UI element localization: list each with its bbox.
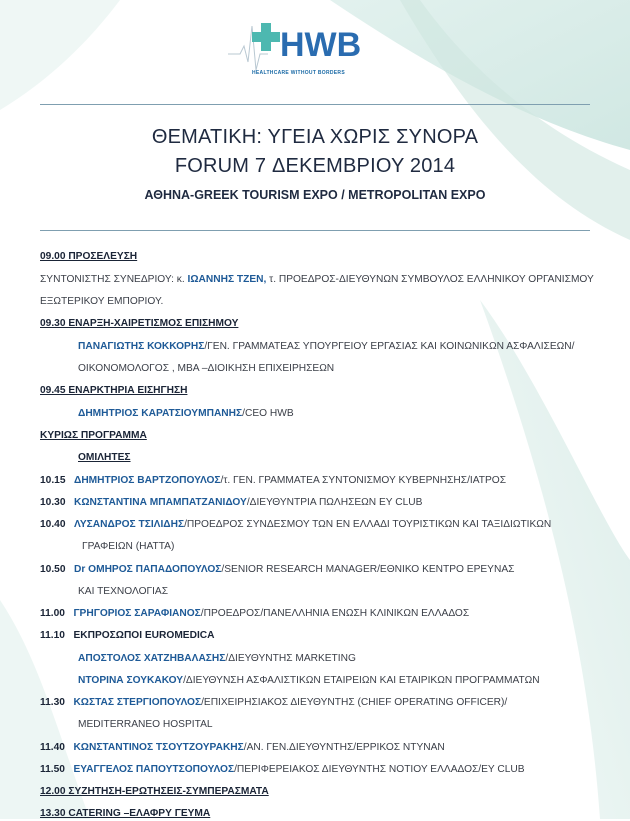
speaker-row	[40, 741, 445, 755]
speaker-role: /ΕΠΙΧΕΙΡΗΣΙΑΚΟΣ ΔΙΕΥΘΥΝΤΗΣ (CHIEF OPERATING OFFICER)/	[201, 697, 508, 708]
speaker-role-cont: ΚΑΙ ΤΕΧΝΟΛΟΓΙΑΣ	[78, 586, 169, 597]
venue-line: ΑΘΗΝΑ-GREEK TOURISM EXPO / METROPOLITAN EXPO	[144, 188, 486, 202]
speaker-time: 11.00	[40, 608, 65, 619]
speaker-role: /ΑΝ. ΓΕΝ.ΔΙΕΥΘΥΝΤΗΣ/ΕΡΡΙΚΟΣ ΝΤΥΝΑΝ	[243, 742, 445, 753]
speaker-role: /ΠΡΟΕΔΡΟΣ ΣΥΝΔΕΣΜΟΥ ΤΩΝ ΕΝ ΕΛΛΑΔΙ ΤΟΥΡΙΣΤΙΚΩΝ ΚΑΙ ΤΑΞΙΔΙΩΤΙΚΩΝ	[184, 519, 552, 530]
speaker-row	[40, 496, 422, 510]
keynote-speaker-line	[78, 407, 294, 421]
arrival-item: 09.00 ΠΡΟΣΕΛΕΥΣΗ	[40, 251, 138, 262]
speaker-name: ΚΩΝΣΤΑΝΤΙΝΑ ΜΠΑΜΠΑΤΖΑΝΙΔΟΥ	[74, 497, 247, 508]
speaker-role: /ΔΙΕΥΘΥΝΤΗΣ MARKETING	[225, 653, 356, 664]
speaker-name: ΚΩΝΣΤΑΝΤΙΝΟΣ ΤΣΟΥΤΖΟΥΡΑΚΗΣ	[73, 742, 244, 753]
logo-tagline: HEALTHCARE WITHOUT BORDERS	[252, 70, 345, 76]
bottom-divider	[40, 230, 590, 231]
moderator-prefix: ΣΥΝΤΟΝΙΣΤΗΣ ΣΥΝΕΔΡΙΟΥ: κ.	[40, 274, 188, 285]
speaker-role: /τ. ΓΕΝ. ΓΡΑΜΜΑΤΕΑ ΣΥΝΤΟΝΙΣΜΟΥ ΚΥΒΕΡΝΗΣΗΣ/ΙΑΤΡΟΣ	[220, 475, 507, 486]
speakers-heading: ΟΜΙΛΗΤΕΣ	[78, 452, 131, 463]
speaker-row	[40, 518, 551, 532]
speaker-role: /ΠΡΟΕΔΡΟΣ/ΠΑΝΕΛΛΗΝΙΑ ΕΝΩΣΗ ΚΛΙΝΙΚΩΝ ΕΛΛΑΔΟΣ	[200, 608, 470, 619]
moderator-name: ΙΩΑΝΝΗΣ ΤΖΕΝ,	[187, 274, 267, 285]
speaker-name: ΝΤΟΡΙΝΑ ΣΟΥΚΑΚΟΥ	[78, 675, 184, 686]
speaker-row	[78, 652, 356, 666]
speaker-name: ΚΩΣΤΑΣ ΣΤΕΡΓΙΟΠΟΥΛΟΣ	[73, 697, 202, 708]
catering-item: 13.30 CATERING –ΕΛΑΦΡΥ ΓΕΥΜΑ	[40, 808, 211, 819]
top-divider	[40, 104, 590, 105]
opening-speaker-line	[78, 340, 574, 354]
main-program-heading: ΚΥΡΙΩΣ ΠΡΟΓΡΑΜΜΑ	[40, 430, 147, 441]
speaker-name: ΕΥΑΓΓΕΛΟΣ ΠΑΠΟΥΤΣΟΠΟΥΛΟΣ	[73, 764, 235, 775]
opening-item: 09.30 ΕΝΑΡΞΗ-ΧΑΙΡΕΤΙΣΜΟΣ ΕΠΙΣΗΜΟΥ	[40, 318, 239, 329]
speaker-role-cont: MEDITERRANEO HOSPITAL	[78, 719, 213, 730]
opening-speaker-name: ΠΑΝΑΓΙΩΤΗΣ ΚΟΚΚΟΡΗΣ	[78, 341, 205, 352]
moderator-line	[40, 273, 594, 287]
speaker-row	[78, 674, 540, 688]
speaker-name: ΛΥΣΑΝΔΡΟΣ ΤΣΙΛΙΔΗΣ	[74, 519, 185, 530]
speaker-time: 11.50	[40, 764, 65, 775]
speaker-name: Dr ΟΜΗΡΟΣ ΠΑΠΑΔΟΠΟΥΛΟΣ	[74, 564, 222, 575]
title-line-1: ΘΕΜΑΤΙΚΗ: ΥΓΕΙΑ ΧΩΡΙΣ ΣΥΝΟΡΑ	[151, 126, 479, 148]
speaker-row	[40, 474, 506, 488]
speaker-time: 10.50	[40, 564, 66, 575]
speaker-time: 10.40	[40, 519, 66, 530]
speaker-row	[40, 629, 215, 643]
speaker-name: ΓΡΗΓΟΡΙΟΣ ΣΑΡΑΦΙΑΝΟΣ	[73, 608, 201, 619]
discussion-item: 12.00 ΣΥΖΗΤΗΣΗ-ΕΡΩΤΗΣΕΙΣ-ΣΥΜΠΕΡΑΣΜΑΤΑ	[40, 786, 269, 797]
speaker-role: /SENIOR RESEARCH MANAGER/ΕΘΝΙΚΟ ΚΕΝΤΡΟ ΕΡΕΥΝΑΣ	[221, 564, 515, 575]
speaker-time: 11.10	[40, 630, 65, 641]
speaker-row	[40, 563, 514, 577]
speaker-row	[40, 696, 507, 710]
opening-speaker-role-cont: ΟΙΚΟΝΟΜΟΛΟΓΟΣ , ΜΒΑ –ΔΙΟΙΚΗΣΗ ΕΠΙΧΕΙΡΗΣΕΩΝ	[78, 363, 335, 374]
speaker-time: 10.30	[40, 497, 66, 508]
hwb-logo-letters: HWB	[280, 26, 362, 64]
speaker-role: /ΔΙΕΥΘΥΝΤΡΙΑ ΠΩΛΗΣΕΩΝ EY CLUB	[246, 497, 423, 508]
speaker-role: /ΠΕΡΙΦΕΡΕΙΑΚΟΣ ΔΙΕΥΘΥΝΤΗΣ ΝΟΤΙΟΥ ΕΛΛΑΔΟΣ/EY CLUB	[234, 764, 525, 775]
moderator-role-cont: ΕΞΩΤΕΡΙΚΟΥ ΕΜΠΟΡΙΟΥ.	[40, 296, 164, 307]
keynote-speaker-name: ΔΗΜΗΤΡΙΟΣ ΚΑΡΑΤΣΙΟΥΜΠΑΝΗΣ	[78, 408, 243, 419]
speaker-time: 10.15	[40, 475, 66, 486]
moderator-role: τ. ΠΡΟΕΔΡΟΣ-ΔΙΕΥΘΥΝΩΝ ΣΥΜΒΟΥΛΟΣ ΕΛΛΗΝΙΚΟΥ ΟΡΓΑΝΙΣΜΟΥ	[266, 274, 594, 285]
keynote-item: 09.45 ΕΝΑΡΚΤΗΡΙΑ ΕΙΣΗΓΗΣΗ	[40, 385, 188, 396]
speaker-row	[40, 607, 469, 621]
speaker-time: 11.30	[40, 697, 65, 708]
speaker-role: /ΔΙΕΥΘΥΝΣΗ ΑΣΦΑΛΙΣΤΙΚΩΝ ΕΤΑΙΡΕΙΩΝ ΚΑΙ ΕΤΑΙΡΙΚΩΝ ΠΡΟΓΡΑΜΜΑΤΩΝ	[183, 675, 540, 686]
speaker-name: ΔΗΜΗΤΡΙΟΣ ΒΑΡΤΖΟΠΟΥΛΟΣ	[74, 475, 221, 486]
speaker-time: 11.40	[40, 742, 65, 753]
speaker-role-cont: ΓΡΑΦΕΙΩΝ (ΗΑΤΤΑ)	[82, 541, 175, 552]
company-label: ΕΚΠΡΟΣΩΠΟΙ EUROMEDICA	[73, 630, 215, 641]
speaker-row	[40, 763, 525, 777]
opening-speaker-role: /ΓΕΝ. ΓΡΑΜΜΑΤΕΑΣ ΥΠΟΥΡΓΕΙΟΥ ΕΡΓΑΣΙΑΣ ΚΑΙ ΚΟΙΝΩΝΙΚΩΝ ΑΣΦΑΛΙΣΕΩΝ/	[204, 341, 575, 352]
keynote-speaker-role: /CEO HWB	[242, 408, 294, 419]
title-line-2: FORUM 7 ΔΕΚΕΜΒΡΙΟΥ 2014	[174, 155, 456, 177]
speaker-name: ΑΠΟΣΤΟΛΟΣ ΧΑΤΖΗΒΑΛΑΣΗΣ	[78, 653, 226, 664]
